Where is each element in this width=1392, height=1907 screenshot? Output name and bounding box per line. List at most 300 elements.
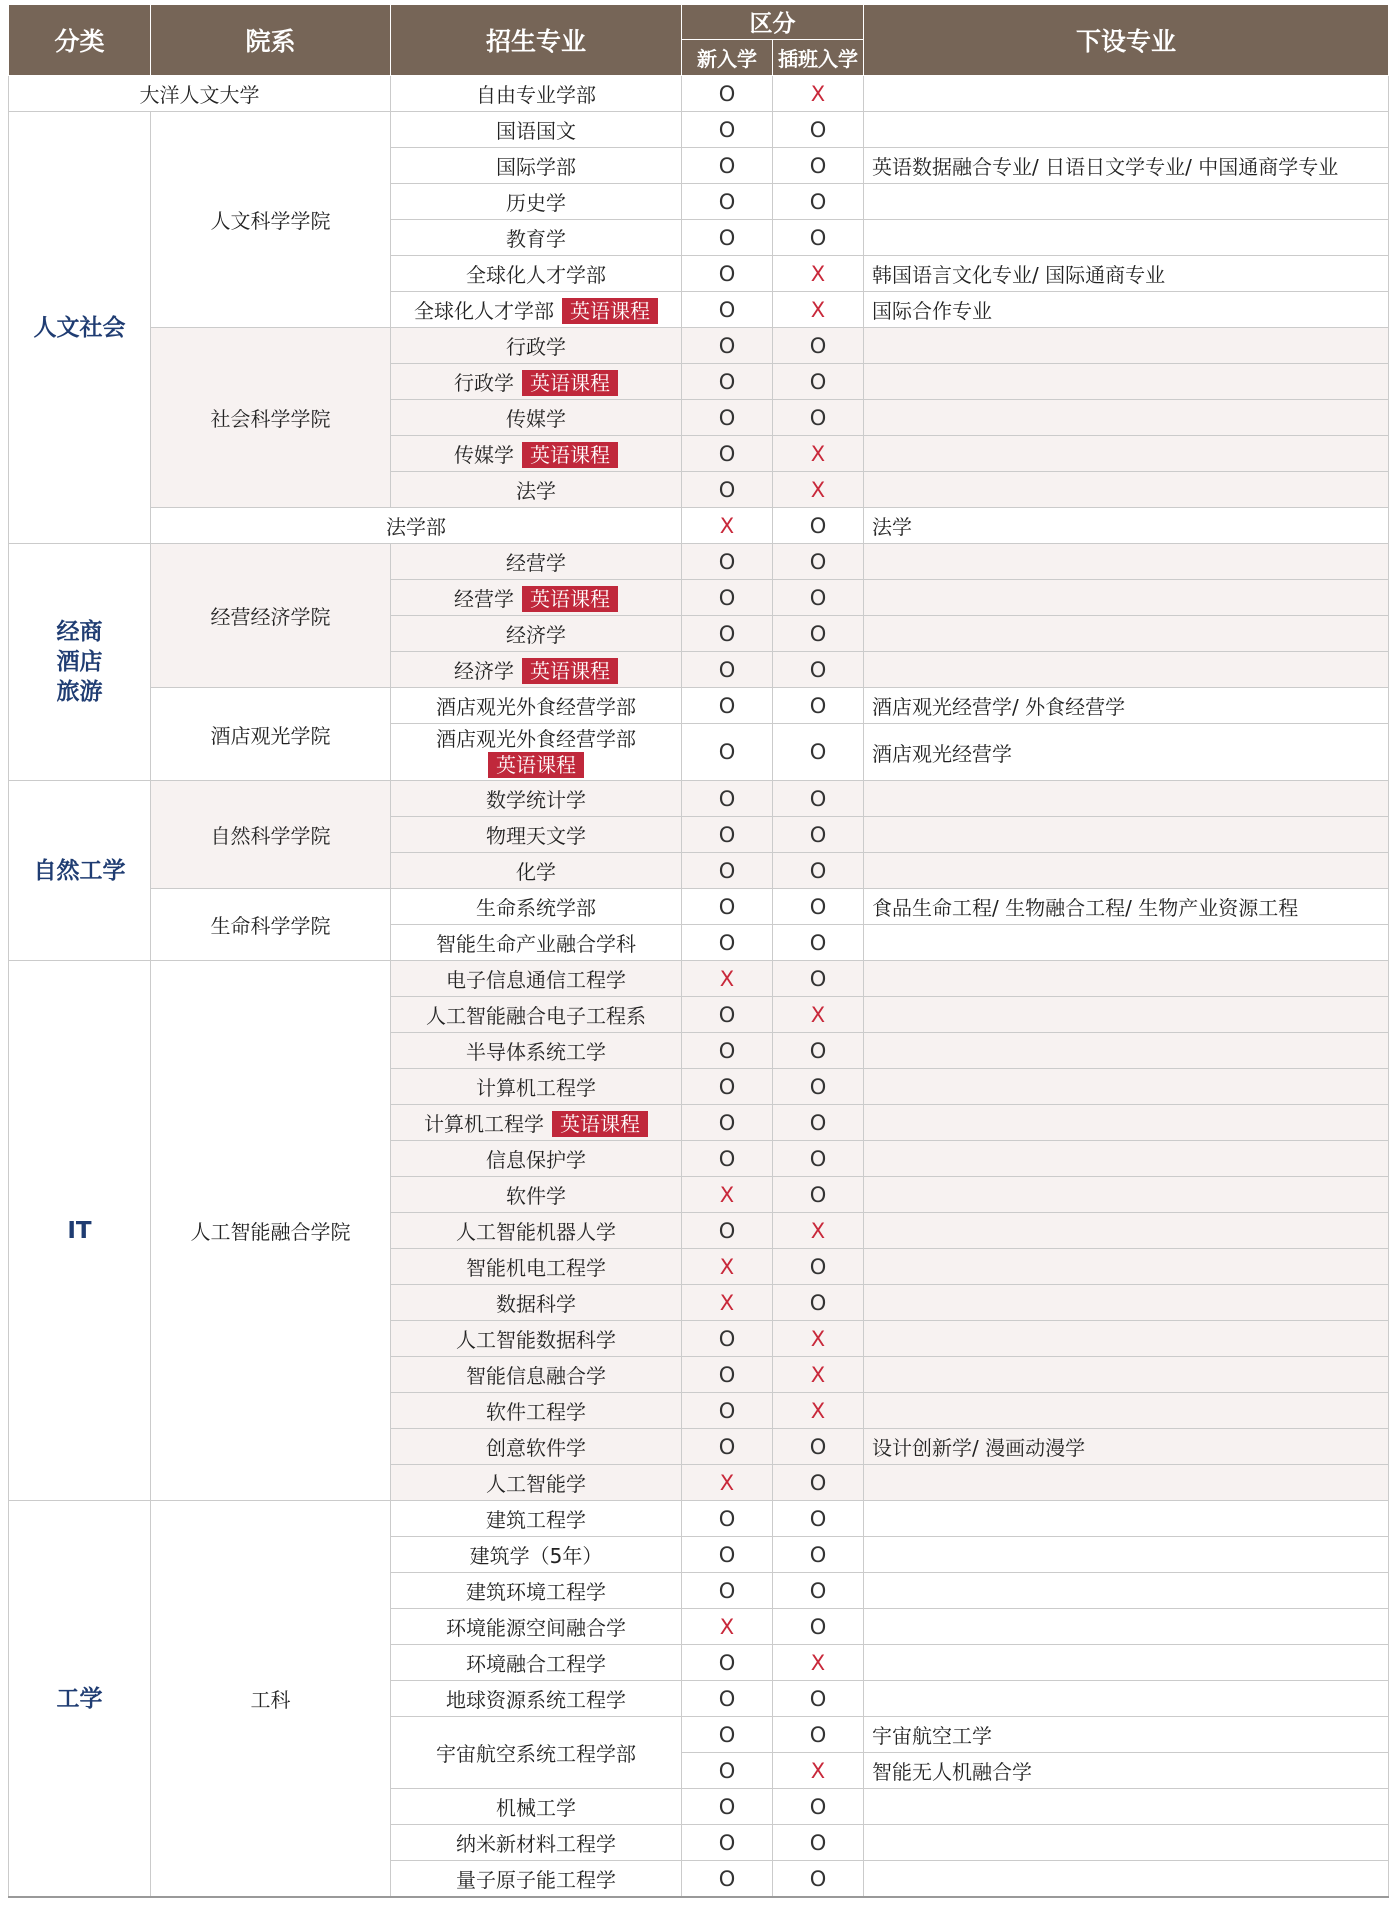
sub-majors: [864, 925, 1389, 961]
new-entry-mark: [682, 220, 773, 256]
sub-majors: [864, 1789, 1389, 1825]
circle-mark: O: [718, 225, 736, 250]
new-entry-mark: [682, 1105, 773, 1141]
major-name: 建筑工程学: [391, 1501, 682, 1537]
major-name: 建筑环境工程学: [391, 1573, 682, 1609]
circle-mark: O: [718, 441, 736, 466]
major-name: 环境融合工程学: [391, 1645, 682, 1681]
circle-mark: O: [809, 513, 827, 538]
new-entry-mark: [682, 1501, 773, 1537]
circle-mark: O: [809, 1074, 827, 1099]
cross-mark: X: [810, 81, 826, 106]
english-course-badge: 英语课程: [488, 752, 584, 778]
sub-majors: [864, 1249, 1389, 1285]
sub-majors: 韩国语言文化专业/ 国际通商专业: [864, 256, 1389, 292]
circle-mark: O: [809, 1110, 827, 1135]
transfer-mark: [773, 400, 864, 436]
transfer-mark: [773, 76, 864, 112]
transfer-mark: [773, 148, 864, 184]
new-entry-mark: [682, 781, 773, 817]
circle-mark: O: [809, 1794, 827, 1819]
sub-majors: [864, 328, 1389, 364]
major-label: 经济学: [454, 659, 514, 683]
circle-mark: O: [718, 477, 736, 502]
major-name: 国际学部: [391, 148, 682, 184]
circle-mark: O: [809, 966, 827, 991]
circle-mark: O: [718, 1542, 736, 1567]
cross-mark: X: [810, 477, 826, 502]
transfer-mark: [773, 580, 864, 616]
transfer-mark: [773, 1321, 864, 1357]
transfer-mark: [773, 292, 864, 328]
major-label: 全球化人才学部: [414, 299, 554, 323]
major-name: 软件学: [391, 1177, 682, 1213]
new-entry-mark: [682, 1249, 773, 1285]
sub-majors: 酒店观光经营学/ 外食经营学: [864, 688, 1389, 724]
circle-mark: O: [809, 740, 827, 764]
transfer-mark: [773, 853, 864, 889]
category-business-line1: 经商: [56, 619, 103, 645]
cross-mark: X: [810, 261, 826, 286]
english-course-badge: 英语课程: [562, 298, 658, 324]
circle-mark: O: [718, 1506, 736, 1531]
category-business-line3: 旅游: [56, 679, 103, 705]
major-name: 地球资源系统工程学: [391, 1681, 682, 1717]
circle-mark: O: [809, 621, 827, 646]
circle-mark: O: [809, 117, 827, 142]
sub-majors: 宇宙航空工学: [864, 1717, 1389, 1753]
circle-mark: O: [809, 1254, 827, 1279]
transfer-mark: [773, 508, 864, 544]
new-entry-mark: [682, 1465, 773, 1501]
major-name: 量子原子能工程学: [391, 1861, 682, 1898]
circle-mark: O: [718, 1362, 736, 1387]
major-name: 全球化人才学部: [391, 256, 682, 292]
transfer-mark: [773, 1177, 864, 1213]
new-entry-mark: [682, 400, 773, 436]
college-social-science: 社会科学学院: [151, 328, 391, 508]
cross-mark: X: [810, 297, 826, 322]
circle-mark: O: [718, 1326, 736, 1351]
new-entry-mark: [682, 652, 773, 688]
circle-mark: O: [718, 1830, 736, 1855]
english-course-badge: 英语课程: [522, 658, 618, 684]
major-name: 建筑学（5年）: [391, 1537, 682, 1573]
circle-mark: O: [718, 1398, 736, 1423]
table-row: [9, 112, 1389, 148]
circle-mark: O: [809, 1542, 827, 1567]
transfer-mark: [773, 1249, 864, 1285]
header-sub-majors: 下设专业: [864, 5, 1389, 76]
transfer-mark: [773, 1537, 864, 1573]
transfer-mark: [773, 616, 864, 652]
category-engineering: 工学: [9, 1501, 151, 1898]
english-course-badge: 英语课程: [522, 586, 618, 612]
circle-mark: O: [718, 1722, 736, 1747]
transfer-mark: [773, 1429, 864, 1465]
admission-majors-table: [8, 4, 1389, 1898]
circle-mark: O: [718, 740, 736, 764]
college-ai-convergence: 人工智能融合学院: [151, 961, 391, 1501]
sub-majors: [864, 1609, 1389, 1645]
major-name: 法学: [391, 472, 682, 508]
circle-mark: O: [809, 1434, 827, 1459]
major-name: 软件工程学: [391, 1393, 682, 1429]
circle-mark: O: [809, 1470, 827, 1495]
circle-mark: O: [718, 369, 736, 394]
transfer-mark: [773, 1069, 864, 1105]
cross-mark: X: [719, 1182, 735, 1207]
sub-majors: [864, 1357, 1389, 1393]
circle-mark: O: [718, 1074, 736, 1099]
table-row: [9, 781, 1389, 817]
transfer-mark: [773, 1285, 864, 1321]
circle-mark: O: [718, 1758, 736, 1783]
major-name: 行政学: [391, 328, 682, 364]
sub-majors: [864, 1645, 1389, 1681]
table-row: [9, 328, 1389, 364]
circle-mark: O: [809, 585, 827, 610]
circle-mark: O: [718, 930, 736, 955]
sub-majors: [864, 1321, 1389, 1357]
new-entry-mark: [682, 889, 773, 925]
major-name: 智能生命产业融合学科: [391, 925, 682, 961]
cross-mark: X: [719, 513, 735, 538]
table-row: [9, 508, 1389, 544]
new-entry-mark: [682, 997, 773, 1033]
sub-majors: [864, 1069, 1389, 1105]
major-name: 传媒学: [391, 400, 682, 436]
sub-majors: [864, 1681, 1389, 1717]
circle-mark: O: [718, 1866, 736, 1891]
major-label: 经营学: [454, 587, 514, 611]
circle-mark: O: [718, 786, 736, 811]
college-life-science: 生命科学学院: [151, 889, 391, 961]
transfer-mark: [773, 781, 864, 817]
transfer-mark: [773, 1141, 864, 1177]
cross-mark: X: [810, 1650, 826, 1675]
english-course-badge: 英语课程: [522, 370, 618, 396]
transfer-mark: [773, 724, 864, 781]
table-row: [9, 688, 1389, 724]
new-entry-mark: [682, 76, 773, 112]
new-entry-mark: [682, 1141, 773, 1177]
sub-majors: [864, 1141, 1389, 1177]
header-transfer: 插班入学: [773, 39, 864, 75]
sub-majors: 食品生命工程/ 生物融合工程/ 生物产业资源工程: [864, 889, 1389, 925]
transfer-mark: [773, 544, 864, 580]
new-entry-mark: [682, 1573, 773, 1609]
major-name: 国语国文: [391, 112, 682, 148]
new-entry-mark: [682, 1357, 773, 1393]
sub-majors: [864, 364, 1389, 400]
category-it: IT: [9, 961, 151, 1501]
new-entry-mark: [682, 1429, 773, 1465]
new-entry-mark: [682, 817, 773, 853]
transfer-mark: [773, 1645, 864, 1681]
major-name: 物理天文学: [391, 817, 682, 853]
new-entry-mark: [682, 1285, 773, 1321]
circle-mark: O: [718, 621, 736, 646]
circle-mark: O: [718, 297, 736, 322]
circle-mark: O: [809, 1290, 827, 1315]
circle-mark: O: [718, 189, 736, 214]
sub-majors: 酒店观光经营学: [864, 724, 1389, 781]
college-business-economics: 经营经济学院: [151, 544, 391, 688]
new-entry-mark: [682, 961, 773, 997]
college-law: 法学部: [151, 508, 682, 544]
new-entry-mark: [682, 1681, 773, 1717]
circle-mark: O: [809, 1830, 827, 1855]
circle-mark: O: [809, 153, 827, 178]
major-name: 电子信息通信工程学: [391, 961, 682, 997]
circle-mark: O: [718, 333, 736, 358]
sub-majors: 国际合作专业: [864, 292, 1389, 328]
transfer-mark: [773, 889, 864, 925]
major-name: 机械工学: [391, 1789, 682, 1825]
major-name: 酒店观光外食经营学部: [391, 688, 682, 724]
major-name: 教育学: [391, 220, 682, 256]
major-name: 经营学: [391, 544, 682, 580]
transfer-mark: [773, 1501, 864, 1537]
circle-mark: O: [718, 117, 736, 142]
sub-majors: [864, 1537, 1389, 1573]
circle-mark: O: [809, 1146, 827, 1171]
transfer-mark: [773, 256, 864, 292]
transfer-mark: [773, 1573, 864, 1609]
circle-mark: O: [718, 585, 736, 610]
new-entry-mark: [682, 1321, 773, 1357]
circle-mark: O: [718, 1578, 736, 1603]
sub-majors: [864, 817, 1389, 853]
transfer-mark: [773, 652, 864, 688]
major-name: 生命系统学部: [391, 889, 682, 925]
sub-majors: [864, 781, 1389, 817]
cross-mark: X: [810, 1326, 826, 1351]
new-entry-mark: [682, 1069, 773, 1105]
circle-mark: O: [809, 405, 827, 430]
sub-majors: [864, 436, 1389, 472]
transfer-mark: [773, 1753, 864, 1789]
sub-majors: [864, 76, 1389, 112]
table-row: [9, 961, 1389, 997]
cross-mark: X: [719, 1254, 735, 1279]
cross-mark: X: [810, 1362, 826, 1387]
transfer-mark: [773, 1717, 864, 1753]
sub-majors: [864, 1285, 1389, 1321]
transfer-mark: [773, 112, 864, 148]
circle-mark: O: [809, 822, 827, 847]
college-engineering: 工科: [151, 1501, 391, 1898]
circle-mark: O: [718, 1434, 736, 1459]
new-entry-mark: [682, 1177, 773, 1213]
sub-majors: [864, 997, 1389, 1033]
major-name: 人工智能融合电子工程系: [391, 997, 682, 1033]
transfer-mark: [773, 328, 864, 364]
new-entry-mark: [682, 1609, 773, 1645]
sub-majors: [864, 1177, 1389, 1213]
new-entry-mark: [682, 544, 773, 580]
new-entry-mark: [682, 724, 773, 781]
major-name: 信息保护学: [391, 1141, 682, 1177]
new-entry-mark: [682, 328, 773, 364]
english-course-badge: 英语课程: [552, 1111, 648, 1137]
major-name-english: [391, 724, 682, 781]
transfer-mark: [773, 961, 864, 997]
category-business: [9, 544, 151, 781]
sub-majors: [864, 1465, 1389, 1501]
new-entry-mark: [682, 1213, 773, 1249]
table-row: [9, 889, 1389, 925]
circle-mark: O: [809, 549, 827, 574]
circle-mark: O: [718, 1686, 736, 1711]
transfer-mark: [773, 1393, 864, 1429]
transfer-mark: [773, 184, 864, 220]
category-humanities: 人文社会: [9, 112, 151, 544]
sub-majors: [864, 853, 1389, 889]
circle-mark: O: [809, 1866, 827, 1891]
transfer-mark: [773, 817, 864, 853]
transfer-mark: [773, 688, 864, 724]
transfer-mark: [773, 1609, 864, 1645]
circle-mark: O: [718, 858, 736, 883]
new-entry-mark: [682, 472, 773, 508]
college-hotel-tourism: 酒店观光学院: [151, 688, 391, 781]
major-name: 创意软件学: [391, 1429, 682, 1465]
transfer-mark: [773, 1465, 864, 1501]
sub-majors: [864, 1213, 1389, 1249]
sub-majors: [864, 1861, 1389, 1898]
circle-mark: O: [809, 189, 827, 214]
circle-mark: O: [809, 1686, 827, 1711]
major-name: 半导体系统工学: [391, 1033, 682, 1069]
major-name: 经济学: [391, 616, 682, 652]
college-natural-science: 自然科学学院: [151, 781, 391, 889]
table-row: [9, 544, 1389, 580]
sub-majors: [864, 652, 1389, 688]
major-label: 酒店观光外食经营学部: [436, 727, 636, 751]
transfer-mark: [773, 1789, 864, 1825]
transfer-mark: [773, 1861, 864, 1898]
sub-majors: [864, 400, 1389, 436]
transfer-mark: [773, 436, 864, 472]
circle-mark: O: [809, 369, 827, 394]
circle-mark: O: [718, 1218, 736, 1243]
circle-mark: O: [809, 225, 827, 250]
circle-mark: O: [718, 549, 736, 574]
circle-mark: O: [809, 930, 827, 955]
cross-mark: X: [810, 1398, 826, 1423]
category-business-line2: 酒店: [56, 649, 103, 675]
cross-mark: X: [810, 1758, 826, 1783]
circle-mark: O: [718, 1146, 736, 1171]
sub-majors: [864, 1033, 1389, 1069]
circle-mark: O: [809, 1182, 827, 1207]
circle-mark: O: [718, 657, 736, 682]
circle-mark: O: [809, 1578, 827, 1603]
table-row: [9, 1501, 1389, 1537]
major-name-english: [391, 580, 682, 616]
new-entry-mark: [682, 1861, 773, 1898]
circle-mark: O: [718, 1650, 736, 1675]
circle-mark: O: [809, 693, 827, 718]
circle-mark: O: [718, 1038, 736, 1063]
table-row: [9, 76, 1389, 112]
new-entry-mark: [682, 364, 773, 400]
transfer-mark: [773, 925, 864, 961]
major-name-english: [391, 652, 682, 688]
new-entry-mark: [682, 580, 773, 616]
transfer-mark: [773, 1681, 864, 1717]
sub-majors: [864, 472, 1389, 508]
circle-mark: O: [718, 1002, 736, 1027]
circle-mark: O: [809, 1722, 827, 1747]
major-name-english: [391, 1105, 682, 1141]
sub-majors: [864, 1573, 1389, 1609]
sub-majors: [864, 1501, 1389, 1537]
major-name-english: [391, 364, 682, 400]
circle-mark: O: [809, 333, 827, 358]
new-entry-mark: [682, 292, 773, 328]
major-name: 纳米新材料工程学: [391, 1825, 682, 1861]
new-entry-mark: [682, 436, 773, 472]
circle-mark: O: [809, 894, 827, 919]
transfer-mark: [773, 1825, 864, 1861]
major-label: 传媒学: [454, 443, 514, 467]
header-major: 招生专业: [391, 5, 682, 76]
major-name: 智能信息融合学: [391, 1357, 682, 1393]
major-name: 数学统计学: [391, 781, 682, 817]
new-entry-mark: [682, 148, 773, 184]
major-name: 人工智能数据科学: [391, 1321, 682, 1357]
transfer-mark: [773, 364, 864, 400]
major-name: 环境能源空间融合学: [391, 1609, 682, 1645]
new-entry-mark: [682, 1789, 773, 1825]
major-name: 历史学: [391, 184, 682, 220]
new-entry-mark: [682, 508, 773, 544]
college-humanities-science: 人文科学学院: [151, 112, 391, 328]
category-natural-engineering: 自然工学: [9, 781, 151, 961]
major-name-english: [391, 292, 682, 328]
transfer-mark: [773, 472, 864, 508]
new-entry-mark: [682, 1753, 773, 1789]
major-name: 宇宙航空系统工程学部: [391, 1717, 682, 1789]
major-name: 化学: [391, 853, 682, 889]
header-category: 分类: [9, 5, 151, 76]
new-entry-mark: [682, 256, 773, 292]
circle-mark: O: [718, 1794, 736, 1819]
circle-mark: O: [809, 786, 827, 811]
circle-mark: O: [718, 894, 736, 919]
transfer-mark: [773, 1033, 864, 1069]
sub-majors: [864, 580, 1389, 616]
major-name: 自由专业学部: [391, 76, 682, 112]
sub-majors: [864, 184, 1389, 220]
sub-majors: [864, 112, 1389, 148]
circle-mark: O: [718, 822, 736, 847]
cross-mark: X: [719, 1290, 735, 1315]
sub-majors: [864, 1825, 1389, 1861]
major-label: 计算机工程学: [424, 1112, 544, 1136]
major-name: 智能机电工程学: [391, 1249, 682, 1285]
new-entry-mark: [682, 853, 773, 889]
sub-majors: [864, 220, 1389, 256]
university-name: 大洋人文大学: [9, 76, 391, 112]
new-entry-mark: [682, 1825, 773, 1861]
major-label: 行政学: [454, 371, 514, 395]
transfer-mark: [773, 1357, 864, 1393]
cross-mark: X: [719, 966, 735, 991]
